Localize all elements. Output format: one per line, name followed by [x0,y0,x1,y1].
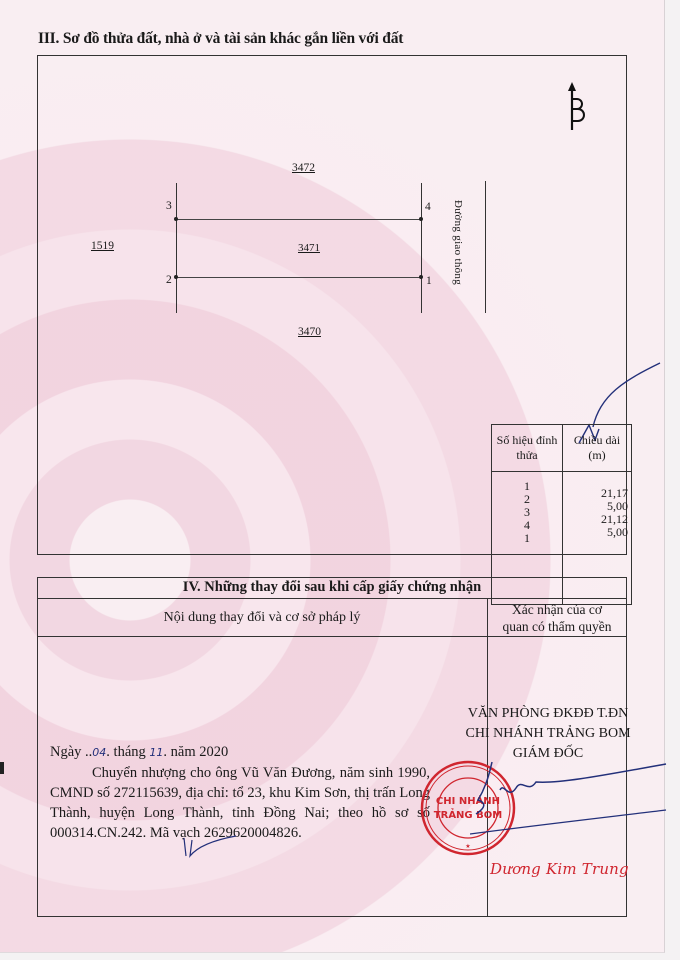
parcel-south-label: 3470 [298,326,321,338]
column-header-vertex: Số hiệu đỉnh thửa [492,425,563,472]
north-arrow-icon [566,82,586,132]
vertex-4-marker [419,217,423,221]
column-header-changes: Nội dung thay đổi và cơ sở pháp lý [163,610,361,625]
road-edge-line [485,181,486,313]
parcel-north-edge [176,219,421,220]
column-header-length: Chiều dài (m) [563,425,632,472]
parcel-west-label: 1519 [91,240,114,252]
signer-name: Dương Kim Trung [490,860,629,878]
road-label: Đường giao thông [452,200,464,286]
parcel-west-boundary [176,183,177,313]
signature-icon [470,760,670,850]
entry-date: Ngày ..04. tháng 11. năm 2020 [50,744,229,760]
edge-length-list: 21,17 5,00 21,12 5,00 [563,472,632,605]
parcel-center-label: 3471 [298,242,320,254]
edge-mark [0,762,4,774]
parcel-east-boundary [421,183,422,313]
vertex-number-list: 1 2 3 4 1 [492,472,563,605]
parcel-south-edge [176,277,421,278]
column-header-confirmation: Xác nhận của cơ quan có thẩm quyền [502,602,612,634]
section4-title: IV. Những thay đổi sau khi cấp giấy chứng nhận [37,577,627,599]
svg-text:★: ★ [465,844,471,850]
vertex-3-label: 3 [166,200,172,212]
vertex-3-marker [174,217,178,221]
entry-day: 04 [92,746,107,759]
entry-month: 11 [149,746,164,759]
issuing-office: VĂN PHÒNG ĐKĐĐ T.ĐN CHI NHÁNH TRẢNG BOM GIÁM ĐỐC [465,706,631,761]
section3-title: III. Sơ đồ thửa đất, nhà ở và tài sản khác gắn liền với đất [38,30,404,47]
vertex-4-label: 4 [425,201,431,213]
vertex-1-marker [419,275,423,279]
change-entry [50,742,430,843]
initials-icon [180,834,240,864]
svg-text:TRẢNG BOM: TRẢNG BOM [433,810,503,821]
header-divider [37,636,627,637]
vertex-2-label: 2 [166,274,172,286]
entry-body: Chuyển nhượng cho ông Vũ Văn Đương, năm sinh 1990, CMND số 272115639, địa chỉ: tổ 23, khu Kim Sơn, thị trấn Long Thành, huyện Long Thành, tỉnh Đồng Nai; theo hồ sơ số 000314.CN.242. Mã vạch 2629620004826. [50,765,430,841]
vertex-1-label: 1 [426,275,432,287]
parcel-north-label: 3472 [292,162,315,174]
vertex-2-marker [174,275,178,279]
svg-text:CHI NHÁNH: CHI NHÁNH [435,796,501,807]
